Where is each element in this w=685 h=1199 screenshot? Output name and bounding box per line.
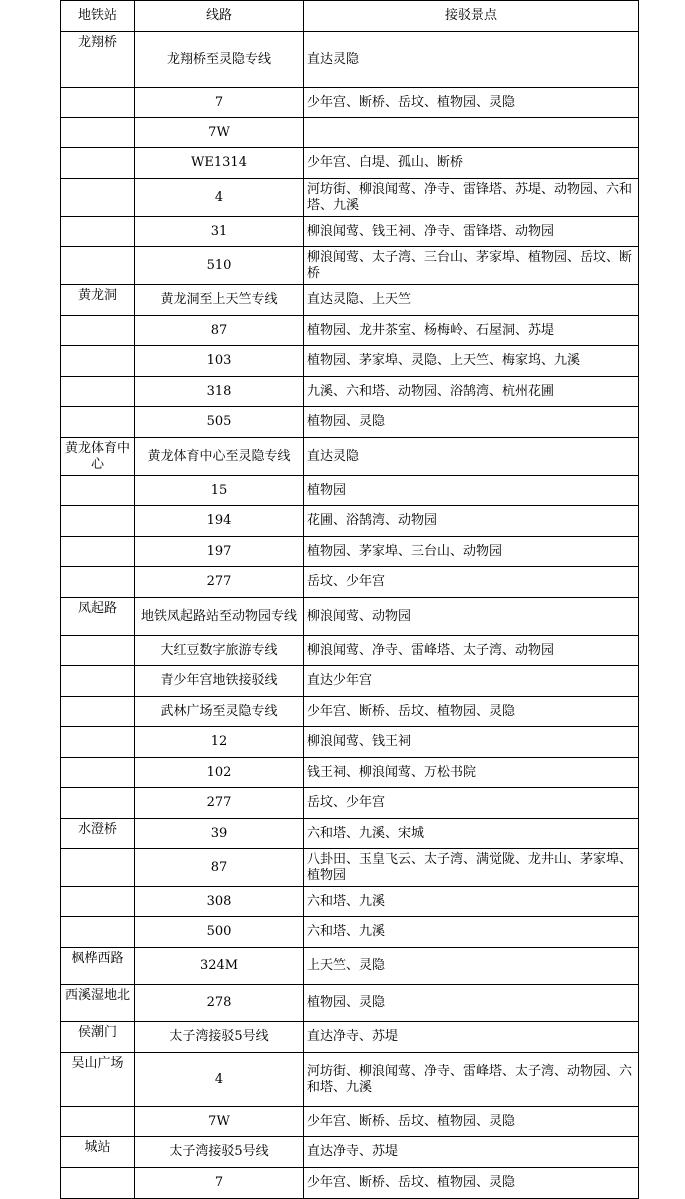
spots-cell: 植物园、茅家埠、灵隐、上天竺、梅家坞、九溪 (304, 346, 639, 377)
route-cell: 277 (135, 567, 304, 598)
table-row (61, 179, 639, 217)
table-row (61, 788, 639, 819)
station-cell (61, 1168, 135, 1199)
station-cell (61, 666, 135, 697)
station-cell: 凤起路 (61, 598, 135, 636)
route-cell: 12 (135, 727, 304, 758)
table-row (61, 819, 639, 849)
route-cell: 7 (135, 1168, 304, 1199)
station-cell (61, 697, 135, 727)
table-row (61, 1022, 639, 1053)
spots-cell: 直达少年宫 (304, 666, 639, 697)
route-cell: 黄龙体育中心至灵隐专线 (135, 438, 304, 476)
station-cell (61, 758, 135, 788)
route-cell: 197 (135, 537, 304, 567)
station-cell: 枫桦西路 (61, 948, 135, 985)
route-cell: 194 (135, 506, 304, 537)
route-cell: 31 (135, 217, 304, 247)
spots-cell: 九溪、六和塔、动物园、浴鹄湾、杭州花圃 (304, 377, 639, 407)
station-cell (61, 148, 135, 179)
table-row (61, 666, 639, 697)
station-cell (61, 506, 135, 537)
station-cell: 吴山广场 (61, 1053, 135, 1107)
station-cell (61, 407, 135, 438)
route-cell: 87 (135, 849, 304, 887)
spots-cell: 花圃、浴鹄湾、动物园 (304, 506, 639, 537)
spots-cell: 柳浪闻莺、动物园 (304, 598, 639, 636)
spots-cell: 柳浪闻莺、净寺、雷峰塔、太子湾、动物园 (304, 636, 639, 666)
table-row (61, 917, 639, 948)
table-row (61, 985, 639, 1022)
route-cell: 太子湾接驳5号线 (135, 1022, 304, 1053)
spots-cell: 岳坟、少年宫 (304, 788, 639, 819)
route-cell: 7W (135, 118, 304, 148)
route-cell: 4 (135, 1053, 304, 1107)
station-cell (61, 217, 135, 247)
table-row (61, 88, 639, 118)
route-cell: 4 (135, 179, 304, 217)
route-cell: 大红豆数字旅游专线 (135, 636, 304, 666)
table-row (61, 438, 639, 476)
station-cell (61, 887, 135, 917)
spots-cell: 八卦田、玉皇飞云、太子湾、满觉陇、龙井山、茅家埠、植物园 (304, 849, 639, 887)
spots-cell: 柳浪闻莺、钱王祠 (304, 727, 639, 758)
station-cell (61, 476, 135, 506)
station-cell (61, 316, 135, 346)
station-cell (61, 118, 135, 148)
spots-cell: 六和塔、九溪 (304, 917, 639, 948)
station-cell (61, 727, 135, 758)
table-row (61, 1137, 639, 1168)
table-row (61, 567, 639, 598)
table-row (61, 727, 639, 758)
table-row (61, 598, 639, 636)
table-row (61, 346, 639, 377)
spots-cell: 植物园 (304, 476, 639, 506)
header-route: 线路 (135, 1, 304, 32)
spots-cell: 植物园、茅家埠、三台山、动物园 (304, 537, 639, 567)
station-cell (61, 88, 135, 118)
spots-cell: 直达灵隐 (304, 32, 639, 88)
spots-cell: 植物园、龙井茶室、杨梅岭、石屋洞、苏堤 (304, 316, 639, 346)
spots-cell: 钱王祠、柳浪闻莺、万松书院 (304, 758, 639, 788)
table-row (61, 217, 639, 247)
route-cell: 510 (135, 247, 304, 285)
spots-cell: 直达灵隐、上天竺 (304, 285, 639, 316)
station-cell (61, 537, 135, 567)
station-cell: 西溪湿地北 (61, 985, 135, 1022)
transit-table (60, 0, 639, 1199)
station-cell (61, 636, 135, 666)
table-row (61, 476, 639, 506)
route-cell: 505 (135, 407, 304, 438)
table-row (61, 377, 639, 407)
spots-cell: 上天竺、灵隐 (304, 948, 639, 985)
spots-cell: 岳坟、少年宫 (304, 567, 639, 598)
table-row (61, 758, 639, 788)
table-row (61, 636, 639, 666)
station-cell (61, 1107, 135, 1137)
table-row (61, 849, 639, 887)
station-cell: 侯潮门 (61, 1022, 135, 1053)
route-cell: 87 (135, 316, 304, 346)
table-body (61, 32, 639, 1199)
table-row (61, 1053, 639, 1107)
table-row (61, 32, 639, 88)
station-cell: 黄龙体育中心 (61, 438, 135, 476)
table-row (61, 285, 639, 316)
route-cell: 7W (135, 1107, 304, 1137)
table-row (61, 316, 639, 346)
route-cell: 龙翔桥至灵隐专线 (135, 32, 304, 88)
spots-cell: 柳浪闻莺、太子湾、三台山、茅家埠、植物园、岳坟、断桥 (304, 247, 639, 285)
route-cell: 500 (135, 917, 304, 948)
spots-cell: 少年宫、断桥、岳坟、植物园、灵隐 (304, 1107, 639, 1137)
spots-cell: 直达净寺、苏堤 (304, 1022, 639, 1053)
route-cell: 武林广场至灵隐专线 (135, 697, 304, 727)
station-cell (61, 179, 135, 217)
station-cell (61, 247, 135, 285)
table-row (61, 1168, 639, 1199)
table-row (61, 506, 639, 537)
route-cell: 318 (135, 377, 304, 407)
station-cell (61, 788, 135, 819)
spots-cell: 少年宫、断桥、岳坟、植物园、灵隐 (304, 697, 639, 727)
spots-cell: 植物园、灵隐 (304, 407, 639, 438)
route-cell: 308 (135, 887, 304, 917)
station-cell (61, 849, 135, 887)
spots-cell: 河坊街、柳浪闻莺、净寺、雷峰塔、太子湾、动物园、六和塔、九溪 (304, 1053, 639, 1107)
table-row (61, 537, 639, 567)
table-row (61, 407, 639, 438)
route-cell: 太子湾接驳5号线 (135, 1137, 304, 1168)
header-spots: 接驳景点 (304, 1, 639, 32)
table-row (61, 1107, 639, 1137)
route-cell: 277 (135, 788, 304, 819)
route-cell: 39 (135, 819, 304, 849)
route-cell: 黄龙洞至上天竺专线 (135, 285, 304, 316)
spots-cell: 六和塔、九溪 (304, 887, 639, 917)
route-cell: 102 (135, 758, 304, 788)
route-cell: WE1314 (135, 148, 304, 179)
spots-cell: 少年宫、白堤、孤山、断桥 (304, 148, 639, 179)
spots-cell: 植物园、灵隐 (304, 985, 639, 1022)
route-cell: 地铁凤起路站至动物园专线 (135, 598, 304, 636)
table-row (61, 118, 639, 148)
route-cell: 15 (135, 476, 304, 506)
station-cell (61, 917, 135, 948)
spots-cell: 少年宫、断桥、岳坟、植物园、灵隐 (304, 88, 639, 118)
spots-cell: 直达灵隐 (304, 438, 639, 476)
spots-cell: 直达净寺、苏堤 (304, 1137, 639, 1168)
header-station: 地铁站 (61, 1, 135, 32)
header-row (61, 1, 639, 32)
table-row (61, 887, 639, 917)
station-cell (61, 567, 135, 598)
station-cell: 龙翔桥 (61, 32, 135, 88)
table-row (61, 948, 639, 985)
table-row (61, 697, 639, 727)
spots-cell: 河坊街、柳浪闻莺、净寺、雷锋塔、苏堤、动物园、六和塔、九溪 (304, 179, 639, 217)
route-cell: 青少年宫地铁接驳线 (135, 666, 304, 697)
station-cell: 水澄桥 (61, 819, 135, 849)
station-cell (61, 377, 135, 407)
spots-cell: 少年宫、断桥、岳坟、植物园、灵隐 (304, 1168, 639, 1199)
station-cell: 城站 (61, 1137, 135, 1168)
spots-cell (304, 118, 639, 148)
route-cell: 278 (135, 985, 304, 1022)
route-cell: 103 (135, 346, 304, 377)
station-cell: 黄龙洞 (61, 285, 135, 316)
spots-cell: 六和塔、九溪、宋城 (304, 819, 639, 849)
spots-cell: 柳浪闻莺、钱王祠、净寺、雷锋塔、动物园 (304, 217, 639, 247)
table-row (61, 247, 639, 285)
route-cell: 7 (135, 88, 304, 118)
route-cell: 324M (135, 948, 304, 985)
station-cell (61, 346, 135, 377)
table-row (61, 148, 639, 179)
